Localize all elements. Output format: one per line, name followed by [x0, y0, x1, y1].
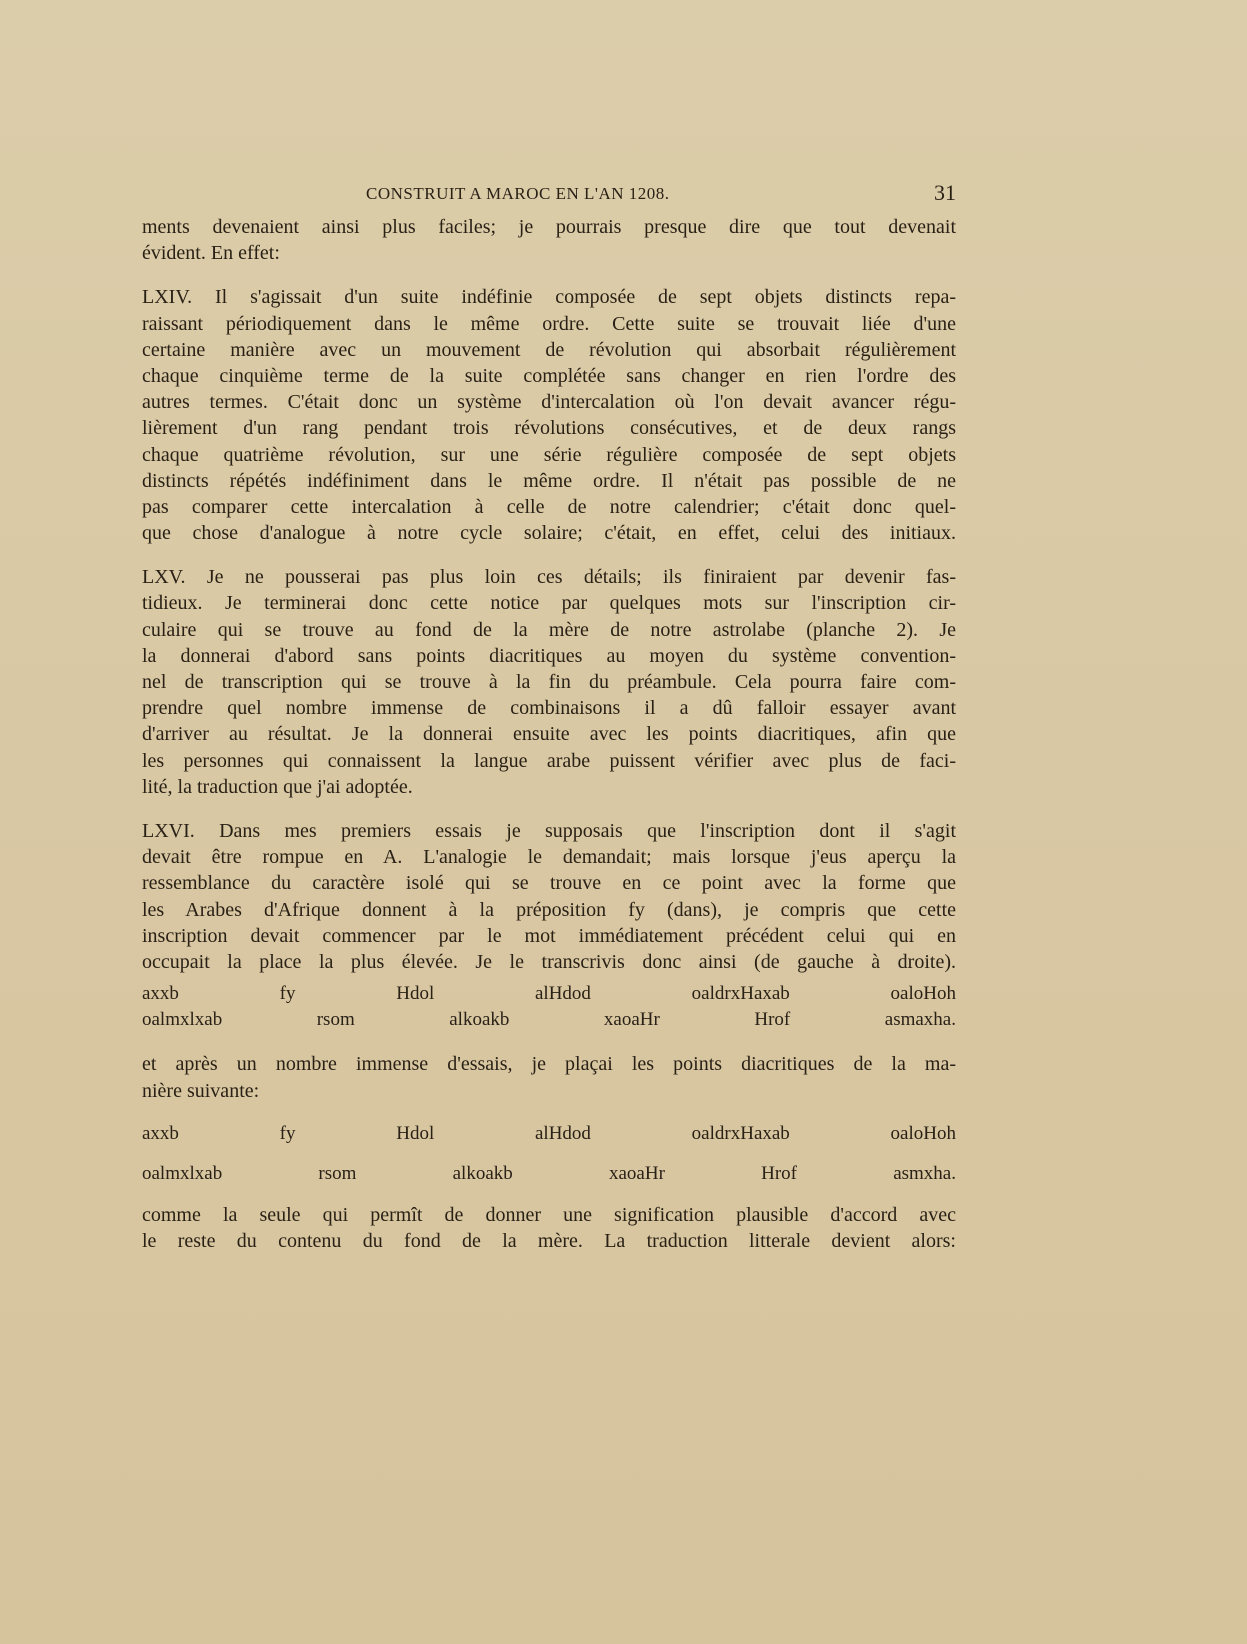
transliteration-line: oalmxlxab rsom alkoakb xaoaHr Hrof asmxha. [142, 1162, 956, 1184]
text-line: nel de transcription qui se trouve à la fin du préambule. Cela pourra faire com- [142, 671, 956, 693]
text-line: lité, la traduction que j'ai adoptée. [142, 775, 413, 798]
text-line: chaque cinquième terme de la suite complétée sans changer en rien l'ordre des [142, 364, 956, 387]
body-text [142, 214, 956, 1254]
text-line: LXIV. Il s'agissait d'un suite indéfinie composée de sept objets distincts repa- [142, 286, 956, 309]
text-line: LXVI. Dans mes premiers essais je supposais que l'inscription dont il s'agit [142, 819, 956, 842]
running-title: CONSTRUIT A MAROC EN L'AN 1208. [366, 184, 670, 203]
text-line: pas comparer cette intercalation à celle de notre calendrier; c'était donc quel- [142, 495, 956, 518]
text-line: raissant périodiquement dans le même ordre. Cette suite se trouvait liée d'une [142, 312, 956, 335]
text-line: LXV. Je ne pousserai pas plus loin ces détails; ils finiraient par devenir fas- [142, 566, 956, 589]
text-line: autres termes. C'était donc un système d'intercalation où l'on devait avancer régu- [142, 391, 956, 414]
text-line: évident. En effet: [142, 242, 280, 265]
text-line: comme la seule qui permît de donner une signification plausible d'accord avec [142, 1203, 956, 1226]
transliteration-pointed [142, 1114, 956, 1194]
text-line: tidieux. Je terminerai donc cette notice par quelques mots sur l'inscription cir- [142, 592, 956, 615]
paragraph-conclusion [142, 1202, 956, 1254]
text-line: le reste du contenu du fond de la mère. La traduction litterale devient alors: [142, 1230, 956, 1252]
text-line: chaque quatrième révolution, sur une série régulière composée de sept objets [142, 443, 956, 466]
transliteration-line: axxb fy Hdol alHdod oaldrxHaxab oaloHoh [142, 983, 956, 1005]
page-number: 31 [934, 180, 956, 205]
text-line: la donnerai d'abord sans points diacritiques au moyen du système convention- [142, 644, 956, 667]
text-line: les personnes qui connaissent la langue arabe puissent vérifier avec plus de faci- [142, 749, 956, 772]
paragraph-lxv [142, 564, 956, 800]
paragraph-after-essays [142, 1051, 956, 1103]
page-header [142, 180, 956, 210]
text-line: devait être rompue en A. L'analogie le demandait; mais lorsque j'eus aperçu la [142, 846, 956, 869]
text-line: inscription devait commencer par le mot immédiatement précédent celui qui en [142, 924, 956, 947]
text-line: certaine manière avec un mouvement de révolution qui absorbait régulièrement [142, 338, 956, 361]
text-line: les Arabes d'Afrique donnent à la préposition fy (dans), je compris que cette [142, 898, 956, 921]
paragraph-lxiv [142, 284, 956, 546]
transliteration-line: axxb fy Hdol alHdod oaldrxHaxab oaloHoh [142, 1122, 956, 1144]
paragraph-lxvi [142, 818, 956, 975]
text-line: et après un nombre immense d'essais, je plaçai les points diacritiques de la ma- [142, 1053, 956, 1076]
paragraph-intro [142, 214, 956, 266]
transliteration-plain [142, 981, 956, 1033]
text-line: que chose d'analogue à notre cycle solaire; c'était, en effet, celui des initiaux. [142, 522, 956, 545]
text-line: ressemblance du caractère isolé qui se trouve en ce point avec la forme que [142, 872, 956, 895]
text-line: prendre quel nombre immense de combinaisons il a dû falloir essayer avant [142, 697, 956, 720]
text-line: nière suivante: [142, 1079, 260, 1102]
text-line: distincts répétés indéfiniment dans le même ordre. Il n'était pas possible de ne [142, 469, 956, 492]
text-line: ments devenaient ainsi plus faciles; je pourrais presque dire que tout devenait [142, 216, 956, 238]
text-line: lièrement d'un rang pendant trois révolutions consécutives, et de deux rangs [142, 417, 956, 440]
transliteration-line: oalmxlxab rsom alkoakb xaoaHr Hrof asmaxha. [142, 1009, 956, 1031]
text-line: d'arriver au résultat. Je la donnerai ensuite avec les points diacritiques, afin que [142, 723, 956, 746]
text-line: occupait la place la plus élevée. Je le transcrivis donc ainsi (de gauche à droite). [142, 950, 956, 973]
text-line: culaire qui se trouve au fond de la mère de notre astrolabe (planche 2). Je [142, 618, 956, 641]
